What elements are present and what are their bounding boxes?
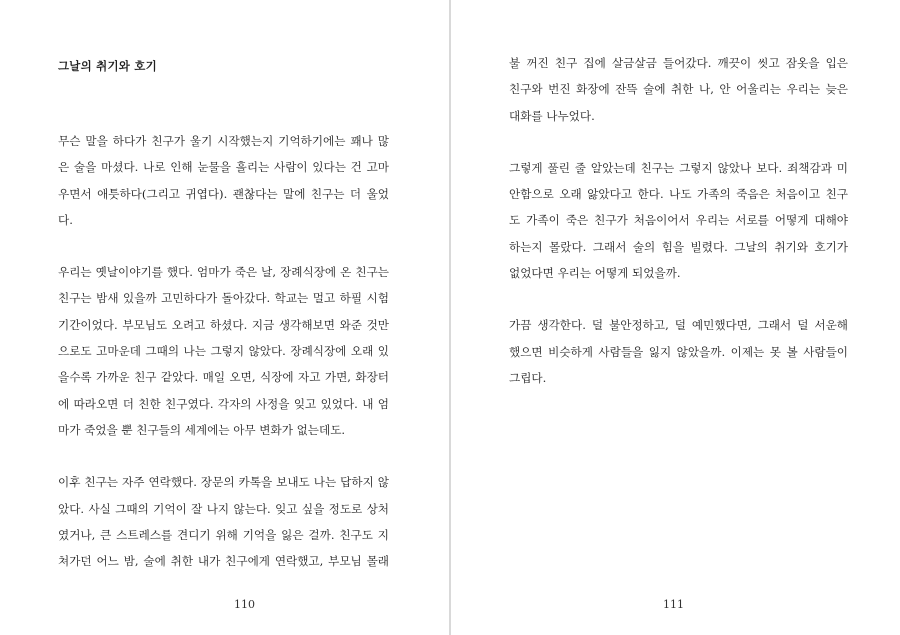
text-line: 이후 친구는 자주 연락했다. 장문의 카톡을 보내도 나는 답하지 않 bbox=[58, 475, 389, 490]
text-line: 없었다면 우리는 어떻게 되었을까. bbox=[509, 266, 681, 281]
text-line: 마가 죽었을 뿐 친구들의 세계에는 아무 변화가 없는데도. bbox=[58, 422, 346, 437]
text-line: 다. bbox=[58, 212, 73, 227]
text-line: 하는지 몰랐다. 그래서 술의 힘을 빌렸다. 그날의 취기와 호기가 bbox=[509, 239, 848, 254]
paragraph bbox=[58, 128, 389, 233]
page-number: 110 bbox=[234, 598, 255, 611]
paragraph bbox=[58, 259, 389, 443]
text-line: 친구와 번진 화장에 잔뜩 술에 취한 나, 안 어울리는 우리는 늦은 bbox=[509, 82, 848, 97]
text-line: 우면서 애틋하다(그리고 귀엽다). 괜찮다는 말에 친구는 더 울었 bbox=[58, 186, 389, 201]
text-line: 그렇게 풀린 줄 알았는데 친구는 그렇지 않았나 보다. 죄책감과 미 bbox=[509, 160, 848, 175]
text-line: 그립다. bbox=[509, 370, 547, 385]
text-line: 았다. 사실 그때의 기억이 잘 나지 않는다. 잊고 싶을 정도로 상처 bbox=[58, 501, 389, 516]
text-line: 도 가족이 죽은 친구가 처음이어서 우리는 서로를 어떻게 대해야 bbox=[509, 213, 848, 228]
text-line: 은 술을 마셨다. 나로 인해 눈물을 흘리는 사람이 있다는 건 고마 bbox=[58, 160, 389, 175]
paragraph bbox=[509, 312, 848, 391]
paragraph bbox=[58, 469, 389, 574]
text-line: 했으면 비슷하게 사람들을 잃지 않았을까. 이제는 못 볼 사람들이 bbox=[509, 344, 848, 359]
text-line: 을수록 가까운 친구 같았다. 매일 오면, 식장에 자고 가면, 화장터 bbox=[58, 370, 389, 385]
text-line: 불 꺼진 친구 집에 살금살금 들어갔다. 깨끗이 씻고 잠옷을 입은 bbox=[509, 56, 848, 70]
text-line: 안함으로 오래 앓았다고 한다. 나도 가족의 죽음은 처음이고 친구 bbox=[509, 187, 848, 202]
text-line: 기간이었다. 부모님도 오려고 하셨다. 지금 생각해보면 와준 것만 bbox=[58, 317, 389, 332]
paragraph bbox=[509, 50, 848, 129]
text-line: 에 따라오면 더 친한 친구였다. 각자의 사정을 잊고 있었다. 내 엄 bbox=[58, 396, 389, 411]
text-line: 였거나, 큰 스트레스를 견디기 위해 기억을 잃은 걸까. 친구도 지 bbox=[58, 527, 389, 542]
text-line: 우리는 옛날이야기를 했다. 엄마가 죽은 날, 장례식장에 온 친구는 bbox=[58, 265, 389, 280]
paragraph bbox=[509, 155, 848, 286]
left-page bbox=[0, 0, 449, 635]
text-line: 무슨 말을 하다가 친구가 울기 시작했는지 기억하기에는 꽤나 많 bbox=[58, 134, 389, 148]
page-number: 111 bbox=[663, 598, 684, 611]
text-line: 가끔 생각한다. 덜 불안정하고, 덜 예민했다면, 그래서 덜 서운해 bbox=[509, 318, 848, 333]
text-line: 친구는 밤새 있을까 고민하다가 돌아갔다. 학교는 멀고 하필 시험 bbox=[58, 291, 389, 306]
right-page bbox=[451, 0, 900, 635]
text-line: 쳐가던 어느 밤, 술에 취한 내가 친구에게 연락했고, 부모님 몰래 bbox=[58, 554, 389, 569]
text-line: 으로도 고마운데 그때의 나는 그렇지 않았다. 장례식장에 오래 있 bbox=[58, 344, 389, 359]
chapter-title: 그날의 취기와 호기 bbox=[58, 59, 157, 73]
text-line: 대화를 나누었다. bbox=[509, 108, 595, 123]
